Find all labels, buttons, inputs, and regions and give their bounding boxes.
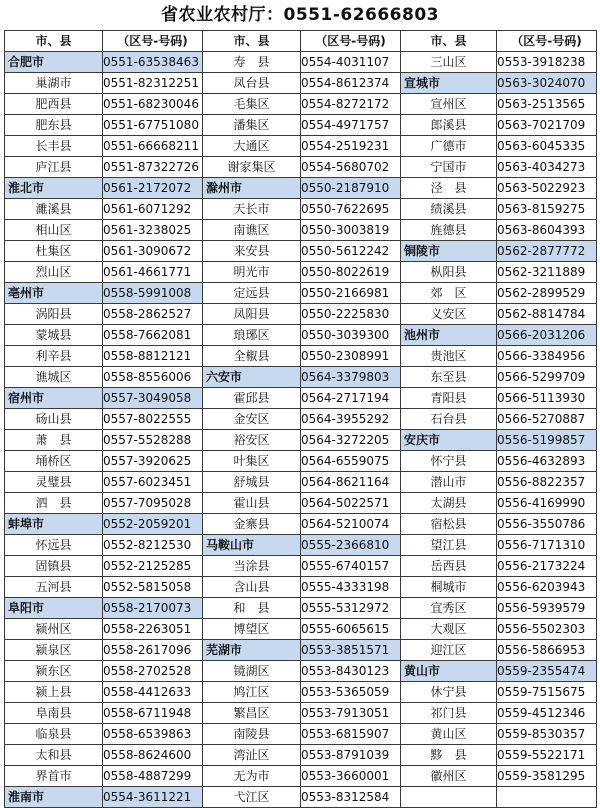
county-phone: 0554-4031107 [301,52,401,73]
county-phone: 0559-5522171 [497,745,597,766]
county-name: 旌德县 [401,220,497,241]
header-city: 市、县 [5,31,103,52]
county-name: 金寨县 [203,514,301,535]
county-phone: 0556-5866953 [497,640,597,661]
header-phone: （区号-号码) [301,31,401,52]
county-name: 望江县 [401,535,497,556]
county-phone: 0563-8604393 [497,220,597,241]
county-phone: 0550-2166981 [301,283,401,304]
county-name: 毛集区 [203,94,301,115]
city-phone: 0556-5199857 [497,430,597,451]
county-name: 霍山县 [203,493,301,514]
county-name: 定远县 [203,283,301,304]
city-name: 六安市 [203,367,301,388]
county-phone: 0563-2513565 [497,94,597,115]
county-name: 博望区 [203,619,301,640]
city-phone: 0563-3024070 [497,73,597,94]
city-phone: 0555-2366810 [301,535,401,556]
county-name: 湾沚区 [203,745,301,766]
county-name: 长丰县 [5,136,103,157]
county-phone: 0562-3211889 [497,262,597,283]
header-phone: （区号-号码) [103,31,203,52]
county-phone: 0556-4169990 [497,493,597,514]
county-name: 迎江区 [401,640,497,661]
county-name: 宁国市 [401,157,497,178]
county-name: 宿松县 [401,514,497,535]
county-phone: 0550-3003819 [301,220,401,241]
county-phone: 0558-4887299 [103,766,203,787]
county-name: 界首市 [5,766,103,787]
county-phone: 0553-3660001 [301,766,401,787]
county-phone [497,787,597,808]
city-name: 滁州市 [203,178,301,199]
county-phone: 0552-5815058 [103,577,203,598]
county-phone: 0550-5612242 [301,241,401,262]
county-name: 凤台县 [203,73,301,94]
county-name: 来安县 [203,241,301,262]
county-name: 岳西县 [401,556,497,577]
county-name: 裕安区 [203,430,301,451]
county-phone: 0554-8272172 [301,94,401,115]
county-name: 桐城市 [401,577,497,598]
county-phone: 0555-4333198 [301,577,401,598]
county-name: 宣州区 [401,94,497,115]
table-row [5,556,597,577]
county-phone: 0563-8159275 [497,199,597,220]
city-phone: 0550-2187910 [301,178,401,199]
county-name: 颍上县 [5,682,103,703]
county-phone: 0551-82312251 [103,73,203,94]
city-name: 池州市 [401,325,497,346]
city-name: 马鞍山市 [203,535,301,556]
county-name: 绩溪县 [401,199,497,220]
table-row [5,493,597,514]
county-phone: 0553-8791039 [301,745,401,766]
county-name [401,787,497,808]
table-row [5,430,597,451]
county-name: 五河县 [5,577,103,598]
table-row [5,346,597,367]
table-row [5,199,597,220]
city-name: 淮南市 [5,787,103,808]
table-row [5,640,597,661]
county-phone: 0551-87322726 [103,157,203,178]
county-name: 凤阳县 [203,304,301,325]
city-name: 宣城市 [401,73,497,94]
city-phone: 0551-63538463 [103,52,203,73]
county-name: 南谯区 [203,220,301,241]
table-row [5,514,597,535]
county-phone: 0554-8612374 [301,73,401,94]
county-phone: 0558-7662081 [103,325,203,346]
county-name: 琅琊区 [203,325,301,346]
county-phone: 0564-6559075 [301,451,401,472]
county-name: 肥东县 [5,115,103,136]
county-name: 烈山区 [5,262,103,283]
county-phone: 0557-8022555 [103,409,203,430]
table-row [5,325,597,346]
county-name: 固镇县 [5,556,103,577]
county-name: 太和县 [5,745,103,766]
county-name: 颍州区 [5,619,103,640]
county-name: 寿 县 [203,52,301,73]
header-phone: （区号-号码) [497,31,597,52]
table-row [5,220,597,241]
city-phone: 0564-3379803 [301,367,401,388]
county-name: 潜山市 [401,472,497,493]
table-row [5,367,597,388]
table-row [5,682,597,703]
county-phone: 0559-8530357 [497,724,597,745]
county-phone: 0559-3581295 [497,766,597,787]
county-name: 大通区 [203,136,301,157]
city-phone: 0557-3049058 [103,388,203,409]
county-phone: 0554-2519231 [301,136,401,157]
city-phone: 0558-5991008 [103,283,203,304]
county-name: 无为市 [203,766,301,787]
table-row [5,262,597,283]
county-name: 郊 区 [401,283,497,304]
county-name: 叶集区 [203,451,301,472]
county-phone: 0564-3272205 [301,430,401,451]
city-name: 合肥市 [5,52,103,73]
county-phone: 0566-5113930 [497,388,597,409]
county-name: 庐江县 [5,157,103,178]
county-phone: 0550-7622695 [301,199,401,220]
county-name: 祁门县 [401,703,497,724]
county-phone: 0553-6815907 [301,724,401,745]
county-name: 潘集区 [203,115,301,136]
header-city: 市、县 [203,31,301,52]
county-name: 黟 县 [401,745,497,766]
table-row [5,283,597,304]
county-name: 颍泉区 [5,640,103,661]
county-name: 徽州区 [401,766,497,787]
county-name: 全椒县 [203,346,301,367]
city-phone: 0566-2031206 [497,325,597,346]
county-name: 明光市 [203,262,301,283]
county-phone: 0553-7913051 [301,703,401,724]
county-name: 南陵县 [203,724,301,745]
county-phone: 0550-8022619 [301,262,401,283]
county-name: 义安区 [401,304,497,325]
city-phone: 0561-2172072 [103,178,203,199]
county-name: 鸠江区 [203,682,301,703]
table-row [5,535,597,556]
county-phone: 0550-2308991 [301,346,401,367]
county-phone: 0556-7171310 [497,535,597,556]
table-row [5,577,597,598]
city-name: 黄山市 [401,661,497,682]
county-phone: 0564-5022571 [301,493,401,514]
city-name: 铜陵市 [401,241,497,262]
county-name: 金安区 [203,409,301,430]
county-phone: 0566-5270887 [497,409,597,430]
table-row [5,94,597,115]
phone-directory-table [4,30,597,808]
county-phone: 0563-4034273 [497,157,597,178]
county-name: 弋江区 [203,787,301,808]
county-phone: 0556-5939579 [497,598,597,619]
city-name: 安庆市 [401,430,497,451]
county-phone: 0555-5312972 [301,598,401,619]
county-name: 灵璧县 [5,472,103,493]
city-name: 淮北市 [5,178,103,199]
county-phone: 0556-4632893 [497,451,597,472]
county-phone: 0557-6023451 [103,472,203,493]
county-name: 临泉县 [5,724,103,745]
city-phone: 0553-3851571 [301,640,401,661]
county-phone: 0555-6065615 [301,619,401,640]
county-name: 蒙城县 [5,325,103,346]
county-phone: 0562-8814784 [497,304,597,325]
city-name: 亳州市 [5,283,103,304]
county-phone: 0561-3090672 [103,241,203,262]
county-name: 肥西县 [5,94,103,115]
county-phone: 0555-6740157 [301,556,401,577]
county-phone: 0561-6071292 [103,199,203,220]
county-phone: 0563-6045335 [497,136,597,157]
county-name: 萧 县 [5,430,103,451]
county-phone: 0558-2263051 [103,619,203,640]
county-name: 利辛县 [5,346,103,367]
table-row [5,661,597,682]
county-phone: 0558-2617096 [103,640,203,661]
table-row [5,724,597,745]
county-name: 砀山县 [5,409,103,430]
county-phone: 0551-66668211 [103,136,203,157]
county-name: 阜南县 [5,703,103,724]
county-phone: 0553-3918238 [497,52,597,73]
county-name: 杜集区 [5,241,103,262]
county-name: 宜秀区 [401,598,497,619]
county-name: 怀宁县 [401,451,497,472]
county-phone: 0551-68230046 [103,94,203,115]
header-city: 市、县 [401,31,497,52]
county-phone: 0550-2225830 [301,304,401,325]
county-phone: 0564-3955292 [301,409,401,430]
county-phone: 0566-5299709 [497,367,597,388]
county-name: 濉溪县 [5,199,103,220]
city-phone: 0559-2355474 [497,661,597,682]
city-name: 蚌埠市 [5,514,103,535]
city-name: 芜湖市 [203,640,301,661]
county-phone: 0553-8312584 [301,787,401,808]
table-row [5,703,597,724]
county-name: 太湖县 [401,493,497,514]
table-row [5,241,597,262]
city-phone: 0562-2877772 [497,241,597,262]
county-name: 泗 县 [5,493,103,514]
county-name: 当涂县 [203,556,301,577]
county-name: 黄山区 [401,724,497,745]
table-row [5,451,597,472]
county-name: 巢湖市 [5,73,103,94]
county-name: 东至县 [401,367,497,388]
county-name: 青阳县 [401,388,497,409]
header-row [5,31,597,52]
table-row [5,787,597,808]
county-phone: 0556-8822357 [497,472,597,493]
county-phone: 0550-3039300 [301,325,401,346]
county-phone: 0552-8212530 [103,535,203,556]
county-name: 镜湖区 [203,661,301,682]
county-phone: 0566-3384956 [497,346,597,367]
county-phone: 0556-2173224 [497,556,597,577]
county-name: 泾 县 [401,178,497,199]
table-row [5,157,597,178]
county-name: 天长市 [203,199,301,220]
county-phone: 0559-4512346 [497,703,597,724]
table-row [5,745,597,766]
county-phone: 0564-2717194 [301,388,401,409]
table-row [5,766,597,787]
table-row [5,73,597,94]
county-phone: 0558-6711948 [103,703,203,724]
city-phone: 0558-2170073 [103,598,203,619]
county-phone: 0551-67751080 [103,115,203,136]
county-phone: 0554-4971757 [301,115,401,136]
county-phone: 0563-5022923 [497,178,597,199]
table-row [5,472,597,493]
county-phone: 0552-2125285 [103,556,203,577]
county-phone: 0556-5502303 [497,619,597,640]
table-row [5,304,597,325]
county-phone: 0557-5528288 [103,430,203,451]
county-name: 枞阳县 [401,262,497,283]
table-row [5,409,597,430]
county-phone: 0558-8624600 [103,745,203,766]
county-phone: 0557-7095028 [103,493,203,514]
county-phone: 0561-4661771 [103,262,203,283]
county-name: 霍邱县 [203,388,301,409]
county-phone: 0559-7515675 [497,682,597,703]
county-phone: 0553-5365059 [301,682,401,703]
county-name: 三山区 [401,52,497,73]
county-name: 繁昌区 [203,703,301,724]
city-name: 阜阳市 [5,598,103,619]
county-phone: 0554-5680702 [301,157,401,178]
county-name: 含山县 [203,577,301,598]
county-name: 谢家集区 [203,157,301,178]
county-name: 大观区 [401,619,497,640]
county-name: 埇桥区 [5,451,103,472]
city-name: 宿州市 [5,388,103,409]
county-name: 涡阳县 [5,304,103,325]
page-title: 省农业农村厅：0551-62666803 [161,5,439,25]
county-name: 怀远县 [5,535,103,556]
county-phone: 0558-2862527 [103,304,203,325]
county-name: 石台县 [401,409,497,430]
table-row [5,598,597,619]
table-row [5,52,597,73]
city-phone: 0554-3611221 [103,787,203,808]
county-phone: 0562-2899529 [497,283,597,304]
county-name: 舒城县 [203,472,301,493]
county-phone: 0556-3550786 [497,514,597,535]
county-name: 颍东区 [5,661,103,682]
county-phone: 0553-8430123 [301,661,401,682]
county-name: 相山区 [5,220,103,241]
county-phone: 0558-2702528 [103,661,203,682]
county-phone: 0557-3920625 [103,451,203,472]
county-name: 广德市 [401,136,497,157]
county-name: 谯城区 [5,367,103,388]
table-row [5,136,597,157]
county-phone: 0561-3238025 [103,220,203,241]
table-row [5,388,597,409]
table-row [5,115,597,136]
county-phone: 0558-4412633 [103,682,203,703]
table-row [5,178,597,199]
county-phone: 0564-5210074 [301,514,401,535]
county-name: 休宁县 [401,682,497,703]
county-phone: 0558-8556006 [103,367,203,388]
county-phone: 0563-7021709 [497,115,597,136]
county-name: 贵池区 [401,346,497,367]
county-name: 和 县 [203,598,301,619]
table-row [5,619,597,640]
county-phone: 0556-6203943 [497,577,597,598]
county-phone: 0558-6539863 [103,724,203,745]
county-phone: 0558-8812121 [103,346,203,367]
county-phone: 0564-8621164 [301,472,401,493]
county-name: 郎溪县 [401,115,497,136]
city-phone: 0552-2059201 [103,514,203,535]
